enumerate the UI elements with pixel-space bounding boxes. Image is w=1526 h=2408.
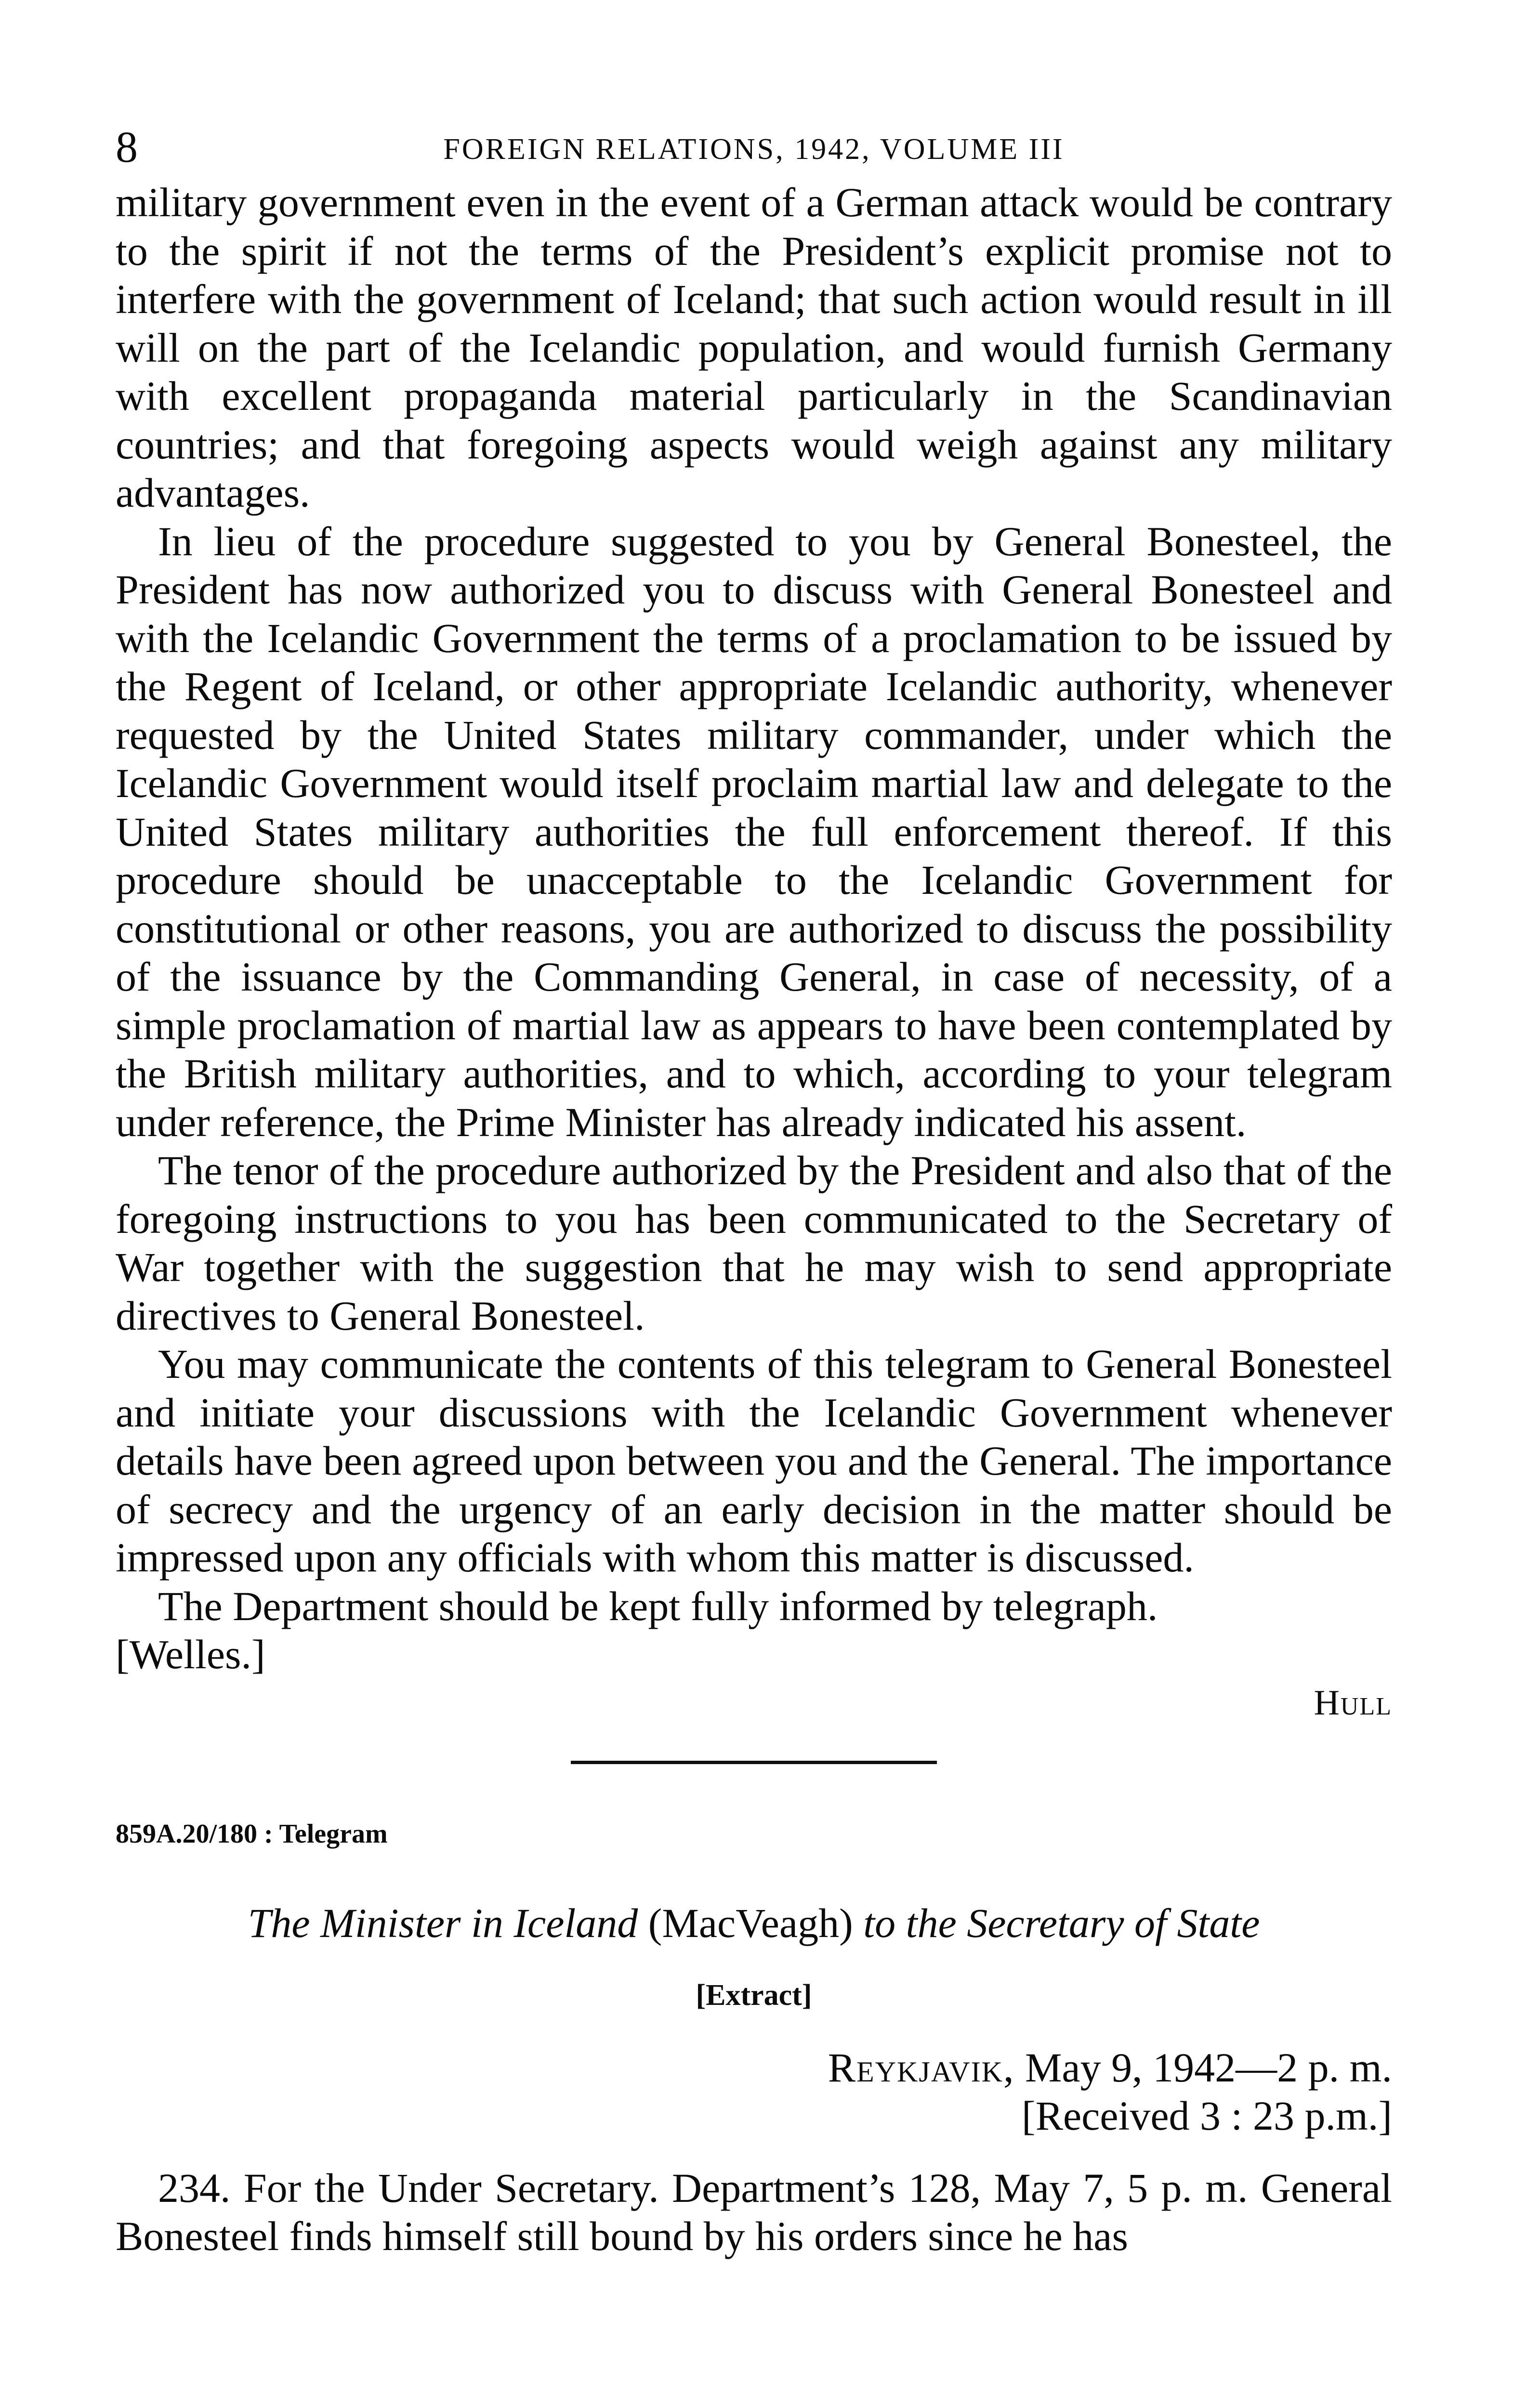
paragraph: The Department should be kept fully informed by telegraph.	[158, 1583, 1158, 1629]
document-page	[116, 120, 1392, 2261]
title-part-2: to the Secretary of State	[863, 1899, 1260, 1946]
extract-label: [Extract]	[696, 1978, 812, 2012]
page-number: 8	[116, 122, 138, 171]
section-divider	[571, 1761, 937, 1764]
dateline-date: May 9, 1942—2 p. m.	[1014, 2044, 1392, 2091]
title-paren-text: (MacVeagh)	[648, 1899, 853, 1946]
dateline-place: Reykjavik,	[828, 2044, 1015, 2091]
document-title	[116, 1899, 1392, 1947]
title-part-1: The Minister in Iceland	[248, 1899, 638, 1946]
received-time: [Received 3 : 23 p.m.]	[1021, 2092, 1392, 2139]
running-head	[116, 120, 1392, 178]
signature: Hull	[1314, 1683, 1392, 1723]
paragraph: The tenor of the procedure authorized by the President and also that of the foregoing instructions to you has been communicated to the Secretary of War together with the suggestion that he may wish to send appropriate directives to General Bonesteel.	[116, 1147, 1392, 1339]
paragraph: In lieu of the procedure suggested to you by General Bonesteel, the President has now authorized you to discuss with General Bonesteel and with the Icelandic Government the terms of a proclamation to be issued by the Regent of Iceland, or other appropriate Icelandic authority, whenever requested by the United States military commander, under which the Icelandic Government would itself proclaim martial law and delegate to the United States military authorities the full enforcement thereof. If this procedure should be unacceptable to the Icelandic Government for constitutional or other reasons, you are authorized to discuss the possibility of the issuance by the Commanding General, in case of necessity, of a simple proclamation of martial law as appears to have been contemplated by the British military authorities, and to which, according to your telegram under reference, the Prime Minister has already indicated his assent.	[116, 518, 1392, 1145]
paragraph: You may communicate the contents of this telegram to General Bonesteel and initiate your discussions with the Icelandic Government whenever details have been agreed upon between you and the General. The importance of secrecy and the urgency of an early decision in the matter should be impressed upon any officials with whom this matter is discussed.	[116, 1341, 1392, 1581]
bracket-note: [Welles.]	[116, 1631, 265, 1677]
dateline	[116, 2043, 1392, 2092]
telegram-body: 234. For the Under Secretary. Department’s 128, May 7, 5 p. m. General Bonesteel finds himself still bound by his orders since he has	[116, 2164, 1392, 2259]
running-title: FOREIGN RELATIONS, 1942, VOLUME III	[443, 133, 1065, 166]
file-reference: 859A.20/180 : Telegram	[116, 1819, 388, 1849]
title-paren	[648, 1900, 853, 1946]
letter-body	[116, 178, 1392, 1679]
paragraph-continued: military government even in the event of a German attack would be contrary to the spirit if not the terms of the President’s explicit promise not to interfere with the government of Iceland; that such action would result in ill will on the part of the Icelandic population, and would furnish Germany with excellent propaganda material particularly in the Scandinavian countries; and that foregoing aspects would weigh against any military advantages.	[116, 179, 1392, 516]
